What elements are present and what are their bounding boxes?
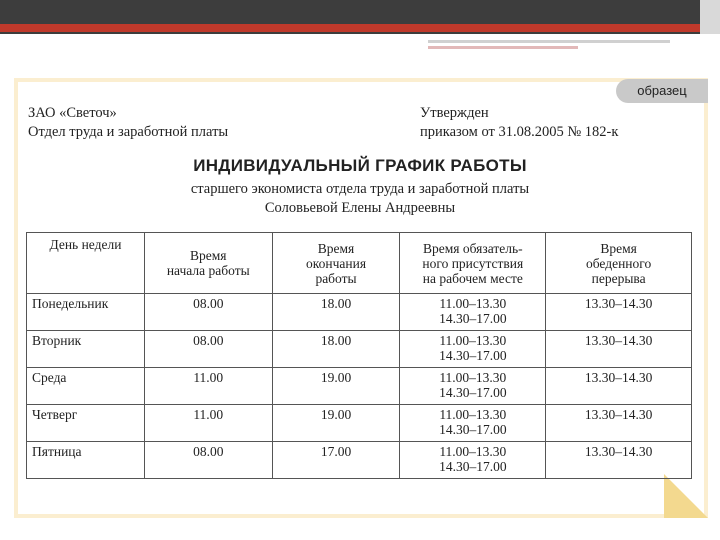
approval-block (420, 104, 618, 142)
cell-presence: 11.00–13.30 14.30–17.00 (400, 405, 546, 442)
column-header-start: Время начала работы (144, 233, 272, 294)
approval-label: Утвержден (420, 105, 489, 121)
column-header-presence: Время обязатель- ного присутствия на рабочем месте (400, 233, 546, 294)
cell-day: Пятница (27, 442, 145, 479)
table-row (27, 368, 692, 405)
column-header-lunch: Время обеденного перерыва (546, 233, 692, 294)
table-row (27, 331, 692, 368)
organization-name: ЗАО «Светоч» (28, 105, 117, 121)
approval-order: приказом от 31.08.2005 № 182-к (420, 124, 619, 140)
cell-start: 08.00 (144, 442, 272, 479)
cell-end: 19.00 (272, 368, 400, 405)
cell-day: Среда (27, 368, 145, 405)
cell-lunch: 13.30–14.30 (546, 294, 692, 331)
header-corner-notch (700, 0, 720, 34)
table-row (27, 294, 692, 331)
cell-day: Понедельник (27, 294, 145, 331)
column-header-end: Время окончания работы (272, 233, 400, 294)
organization-block (28, 104, 228, 142)
schedule-table (26, 232, 692, 479)
header-accent-stripe (0, 24, 700, 32)
table-row (27, 442, 692, 479)
sample-stamp: образец (616, 79, 708, 103)
cell-start: 08.00 (144, 331, 272, 368)
department-name: Отдел труда и заработной платы (28, 124, 229, 140)
cell-presence: 11.00–13.30 14.30–17.00 (400, 368, 546, 405)
cell-end: 17.00 (272, 442, 400, 479)
cell-lunch: 13.30–14.30 (546, 368, 692, 405)
employee-position: старшего экономиста отдела труда и заработной платы (190, 181, 530, 197)
cell-lunch: 13.30–14.30 (546, 331, 692, 368)
cell-lunch: 13.30–14.30 (546, 405, 692, 442)
cell-end: 18.00 (272, 294, 400, 331)
slide-header-bar (0, 0, 720, 34)
decorative-line (428, 46, 578, 49)
cell-start: 11.00 (144, 405, 272, 442)
cell-start: 11.00 (144, 368, 272, 405)
folded-corner (664, 474, 708, 518)
cell-end: 19.00 (272, 405, 400, 442)
cell-day: Вторник (27, 331, 145, 368)
document-title: ИНДИВИДУАЛЬНЫЙ ГРАФИК РАБОТЫ (193, 156, 527, 175)
cell-lunch: 13.30–14.30 (546, 442, 692, 479)
table-header-row (27, 233, 692, 294)
table-row (27, 405, 692, 442)
cell-presence: 11.00–13.30 14.30–17.00 (400, 331, 546, 368)
employee-name: Соловьевой Елены Андреевны (264, 200, 456, 216)
column-header-day: День недели (27, 233, 145, 294)
cell-start: 08.00 (144, 294, 272, 331)
decorative-line (428, 40, 670, 43)
cell-presence: 11.00–13.30 14.30–17.00 (400, 294, 546, 331)
cell-presence: 11.00–13.30 14.30–17.00 (400, 442, 546, 479)
cell-end: 18.00 (272, 331, 400, 368)
cell-day: Четверг (27, 405, 145, 442)
